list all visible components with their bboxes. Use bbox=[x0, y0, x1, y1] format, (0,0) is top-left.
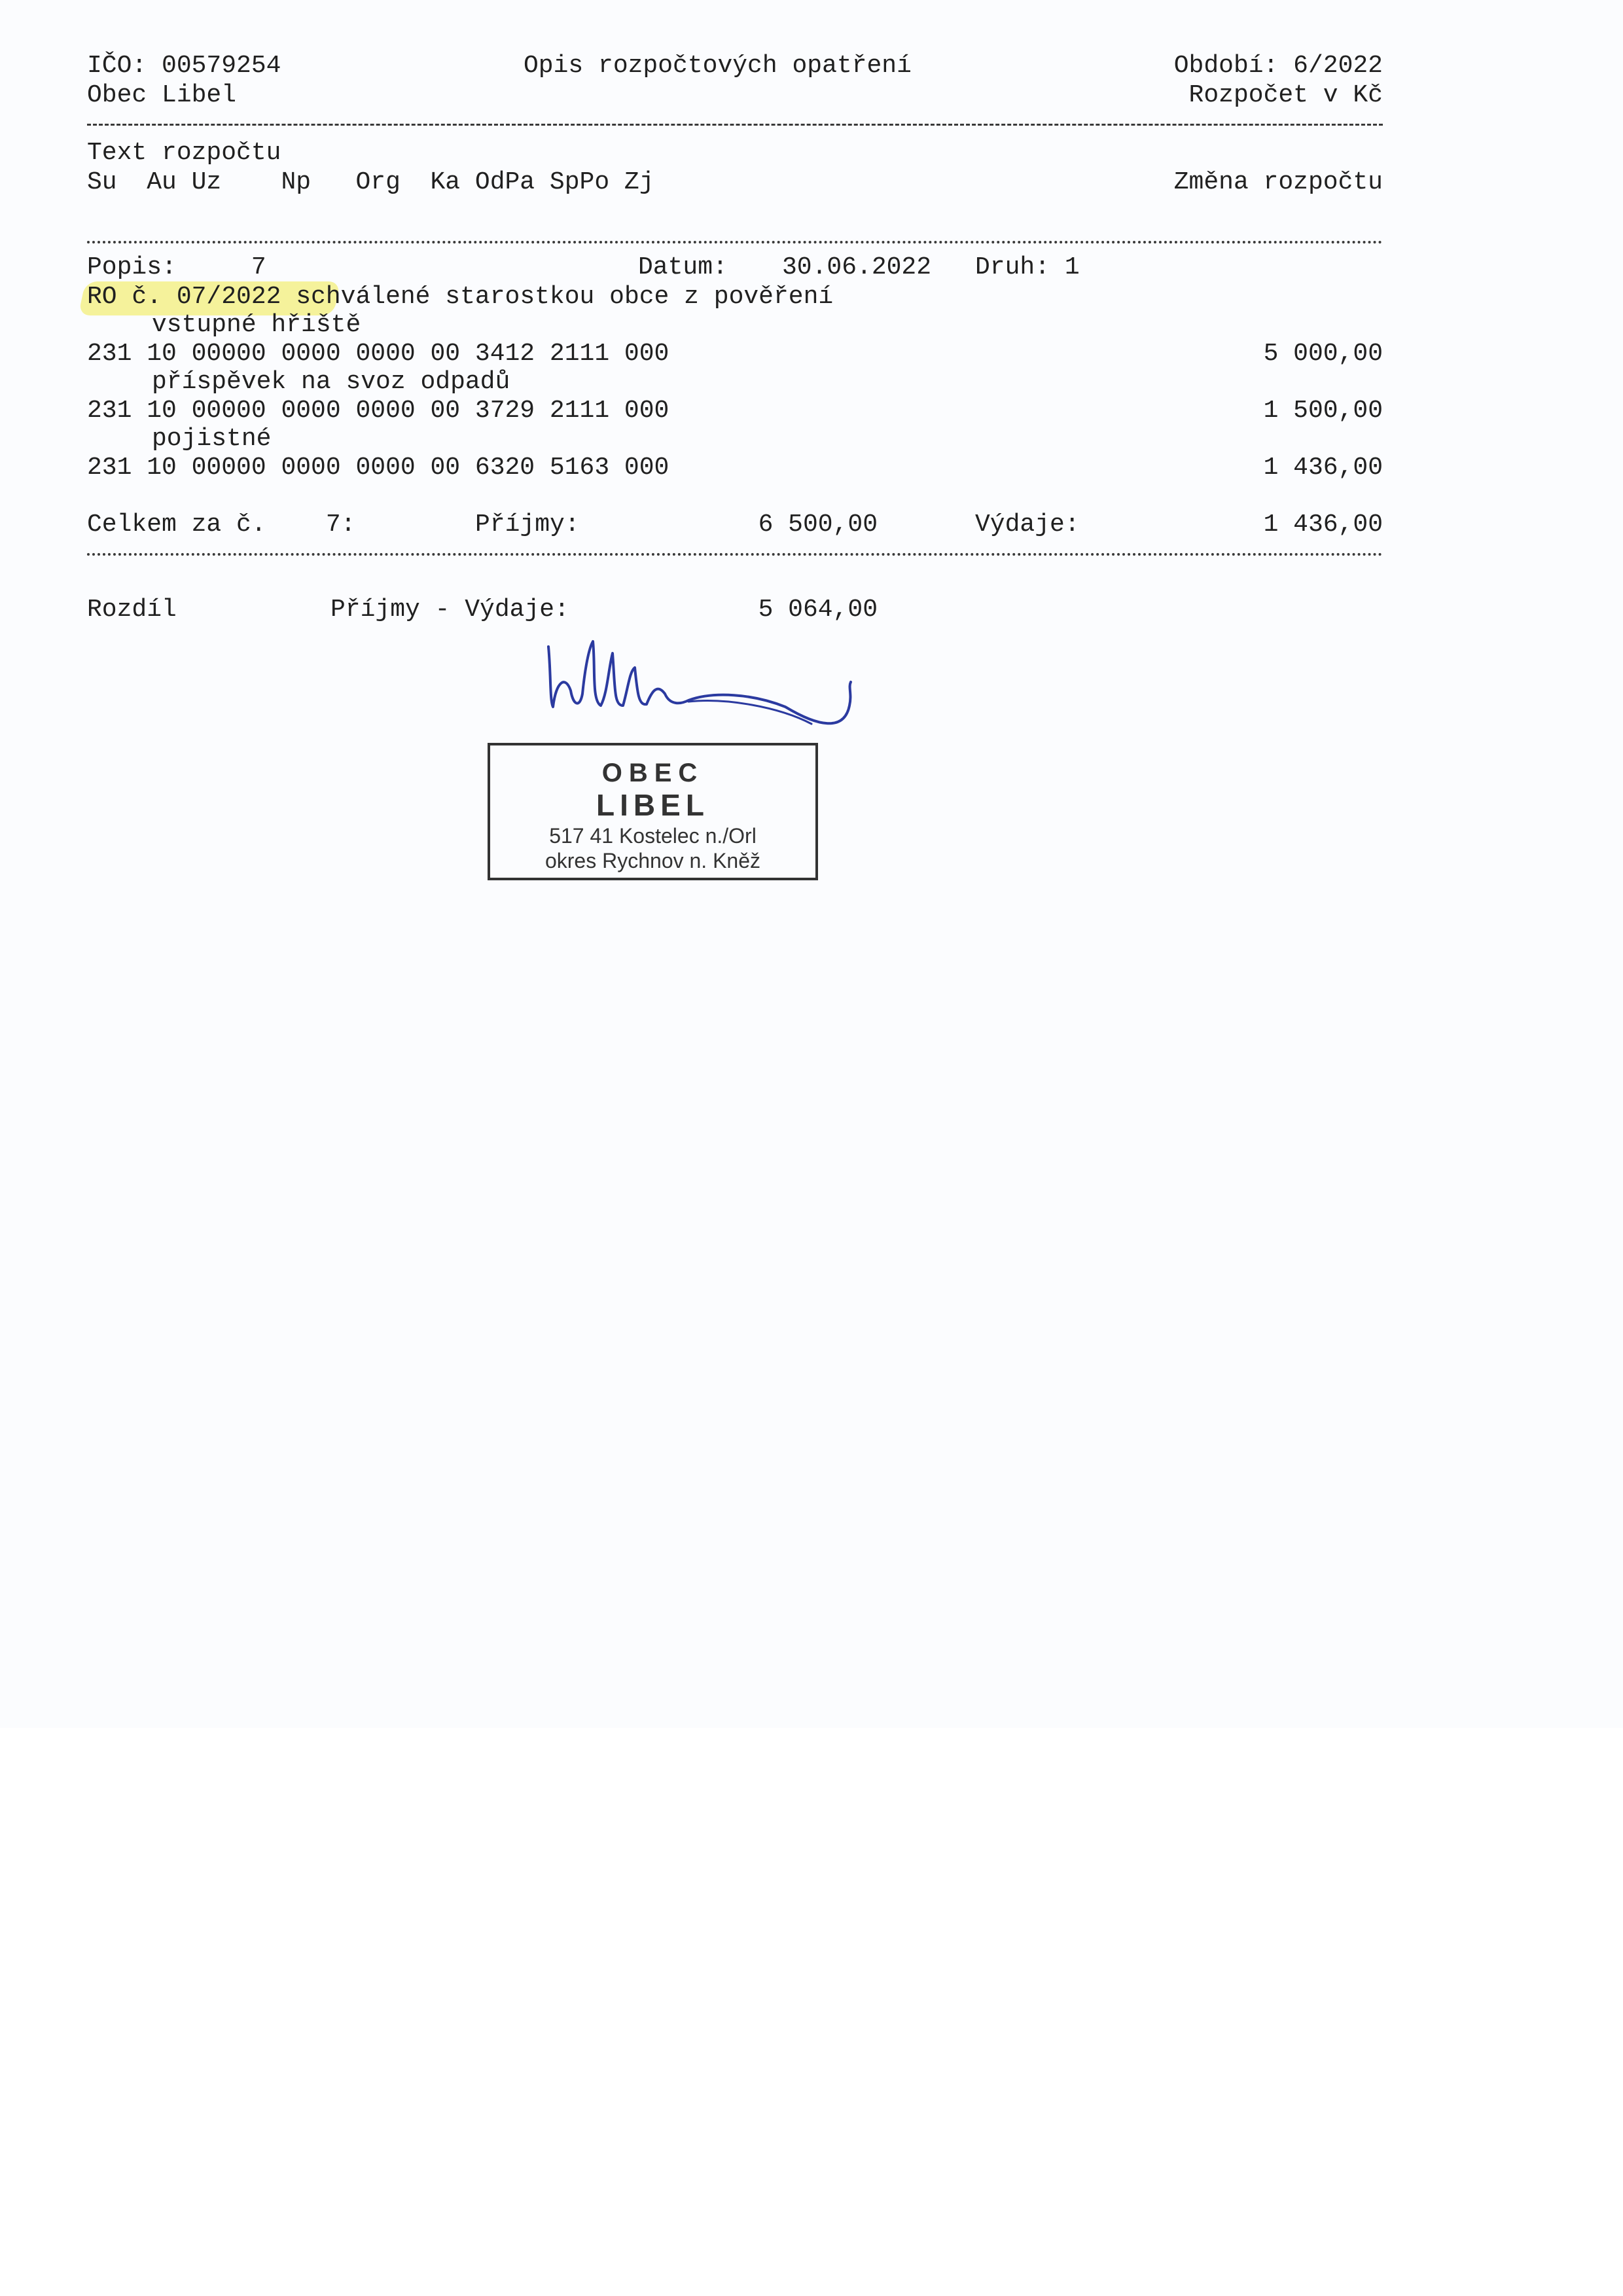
income-total: 6 500,00 bbox=[758, 511, 878, 539]
municipality-name: Obec Libel bbox=[87, 81, 237, 109]
ro-description bbox=[87, 285, 833, 310]
popis-number: Popis: 7 bbox=[87, 253, 266, 281]
dotted-divider bbox=[87, 553, 1383, 556]
stamp-line: OBEC bbox=[601, 759, 704, 787]
difference-formula: Příjmy - Výdaje: bbox=[330, 596, 569, 624]
item-description: vstupné hřiště bbox=[152, 311, 361, 339]
ico-number: IČO: 00579254 bbox=[87, 52, 281, 80]
item-amount: 1 500,00 bbox=[1263, 397, 1383, 425]
stamp-line: LIBEL bbox=[596, 788, 709, 822]
ro-reference: RO č. 07/2022 bbox=[87, 283, 281, 311]
item-amount: 1 436,00 bbox=[1263, 454, 1383, 482]
item-code: 231 10 00000 0000 0000 00 3412 2111 000 bbox=[87, 340, 669, 368]
ro-text: schválené starostkou obce z pověření bbox=[281, 283, 834, 311]
code-columns-heading: Su Au Uz Np Org Ka OdPa SpPo Zj bbox=[87, 168, 654, 196]
date-label: Datum: bbox=[638, 253, 728, 281]
date-value: 30.06.2022 bbox=[782, 253, 932, 281]
druh: Druh: 1 bbox=[975, 253, 1080, 281]
totals-label: Celkem za č. 7: bbox=[87, 511, 356, 539]
difference-value: 5 064,00 bbox=[758, 596, 878, 624]
dotted-divider bbox=[87, 241, 1383, 243]
text-budget-heading: Text rozpočtu bbox=[87, 139, 281, 167]
change-heading: Změna rozpočtu bbox=[1173, 168, 1383, 196]
currency-label: Rozpočet v Kč bbox=[1188, 81, 1383, 109]
item-code: 231 10 00000 0000 0000 00 3729 2111 000 bbox=[87, 397, 669, 425]
difference-label: Rozdíl bbox=[87, 596, 177, 624]
stamp-line: 517 41 Kostelec n./Orl bbox=[549, 824, 757, 848]
item-amount: 5 000,00 bbox=[1263, 340, 1383, 368]
item-description: pojistné bbox=[152, 425, 272, 453]
period: Období: 6/2022 bbox=[1173, 52, 1383, 80]
document-title: Opis rozpočtových opatření bbox=[524, 52, 912, 80]
expense-total: 1 436,00 bbox=[1263, 511, 1383, 539]
income-label: Příjmy: bbox=[475, 511, 580, 539]
item-description: příspěvek na svoz odpadů bbox=[152, 368, 510, 396]
expense-label: Výdaje: bbox=[975, 511, 1080, 539]
item-code: 231 10 00000 0000 0000 00 6320 5163 000 bbox=[87, 454, 669, 482]
stamp-line: okres Rychnov n. Kněž bbox=[544, 849, 761, 872]
header-divider bbox=[87, 124, 1383, 126]
signature bbox=[537, 628, 864, 759]
municipality-stamp bbox=[488, 743, 818, 880]
